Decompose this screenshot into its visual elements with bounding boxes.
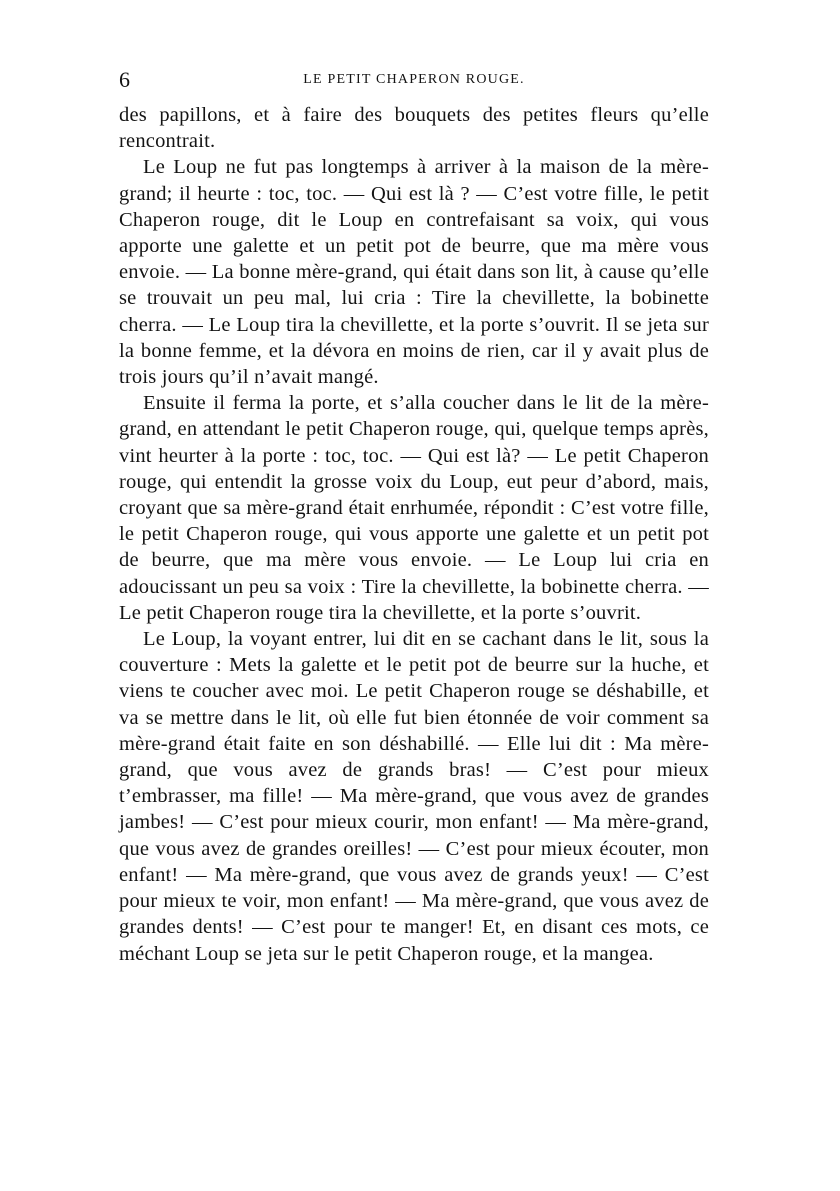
book-page: [119, 66, 709, 967]
running-title: LE PETIT CHAPERON ROUGE.: [303, 72, 525, 87]
body-text: [119, 102, 709, 967]
paragraph-continuation: des papillons, et à faire des bouquets des petites fleurs qu’elle rencontrait.: [119, 104, 709, 153]
paragraph-dialogue: Le Loup, la voyant entrer, lui dit en se cachant dans le lit, sous la couverture : Mets la galette et le petit pot de beurre sur la huche, et viens te coucher avec moi. Le petit Chaperon rouge se déshabille, et va se mettre dans le lit, où elle fut bien étonnée de voir comment sa mère-grand était faite en son déshabillé. — Elle lui dit : Ma mère-grand, que vous avez de grands bras! — C’est pour mieux t’embrasser, ma fille! — Ma mère-grand, que vous avez de grandes jambes! — C’est pour mieux courir, mon enfant! — Ma mère-grand, que vous avez de grandes oreilles! — C’est pour mieux écouter, mon enfant! — Ma mère-grand, que vous avez de grands yeux! — C’est pour mieux te voir, mon enfant! — Ma mère-grand, que vous avez de grandes dents! — C’est pour te manger! Et, en disant ces mots, ce méchant Loup se jeta sur le petit Chaperon rouge, et la mangea.: [119, 628, 709, 965]
paragraph-wolf-arrives: Le Loup ne fut pas longtemps à arriver à la maison de la mère-grand; il heurte : toc, toc. — Qui est là ? — C’est votre fille, le petit Chaperon rouge, dit le Loup en contrefaisant sa voix, qui vous apporte une galette et un petit pot de beurre, que ma mère vous envoie. — La bonne mère-grand, qui était dans son lit, à cause qu’elle se trouvait un peu mal, lui cria : Tire la chevillette, la bobinette cherra. — Le Loup tira la chevillette, et la porte s’ouvrit. Il se jeta sur la bonne femme, et la dévora en moins de rien, car il y avait plus de trois jours qu’il n’avait mangé.: [119, 156, 709, 389]
paragraph-chaperon-arrives: Ensuite il ferma la porte, et s’alla coucher dans le lit de la mère-grand, en attendant le petit Chaperon rouge, qui, quelque temps après, vint heurter à la porte : toc, toc. — Qui est là? — Le petit Chaperon rouge, qui entendit la grosse voix du Loup, eut peur d’abord, mais, croyant que sa mère-grand était enrhumée, répondit : C’est votre fille, le petit Chaperon rouge, qui vous apporte une galette et un petit pot de beurre, que ma mère vous envoie. — Le Loup lui cria en adoucissant un peu sa voix : Tire la chevillette, la bobinette cherra. — Le petit Chaperon rouge tira la chevillette, et la porte s’ouvrit.: [119, 392, 709, 624]
running-head: [119, 66, 709, 96]
page-number: 6: [119, 67, 130, 92]
